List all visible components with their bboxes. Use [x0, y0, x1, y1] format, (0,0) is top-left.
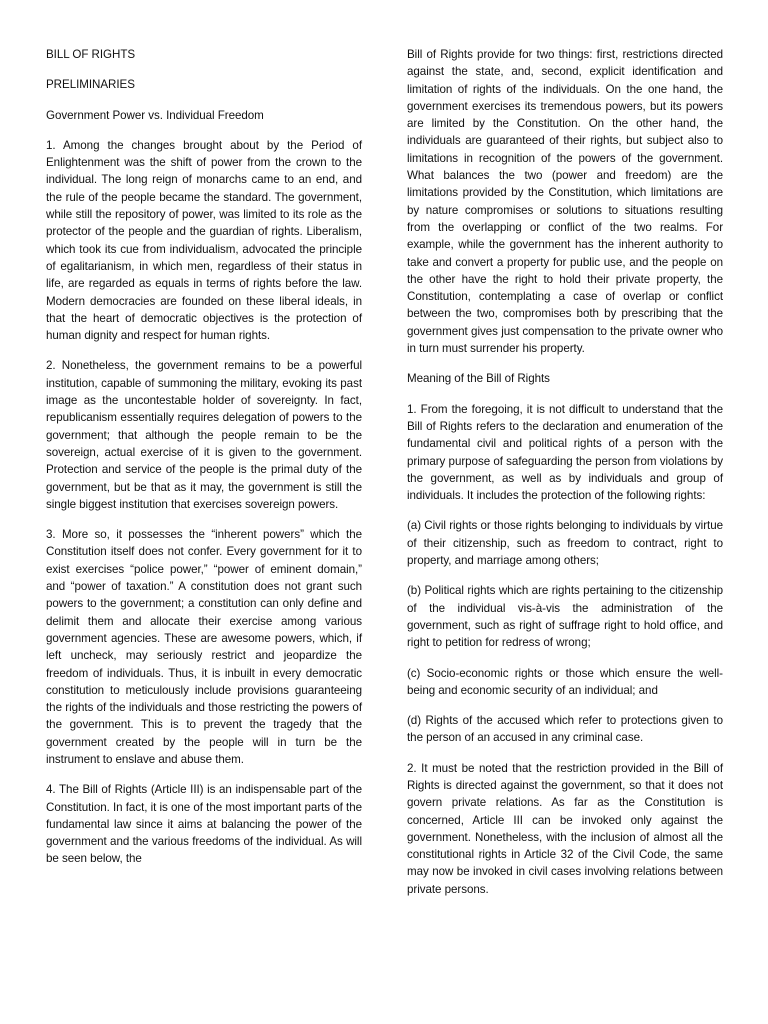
left-column: [46, 46, 362, 881]
rights-item-a: (a) Civil rights or those rights belonging to individuals by virtue of their citizenship, such as freedom to contract, right to property, and marriage among others;: [407, 519, 723, 568]
section-heading-meaning: Meaning of the Bill of Rights: [407, 372, 550, 386]
paragraph-1: 1. Among the changes brought about by the Period of Enlightenment was the shift of power from the crown to the individual. The long reign of monarchs came to an end, and the rule of the people became the standard. The government, while still the repository of power, was limited to its role as the protector of the people and the guardian of rights. Liberalism, which took its cue from individualism, advocated the principle of egalitarianism, in which men, regardless of their status in life, are regarded as equals in terms of rights before the law. Modern democracies are founded on these liberal ideals, in that the heart of democratic objectives is the protection of human dignity and respect for human rights.: [46, 138, 362, 343]
section-heading-government-power: Government Power vs. Individual Freedom: [46, 108, 264, 122]
paragraph-4: 4. The Bill of Rights (Article III) is an indispensable part of the Constitution. In fact, it is one of the most important parts of the fundamental law since it aims at balancing the power of the government and the various freedoms of the individual. As will be seen below, the: [46, 783, 362, 866]
document-title: BILL OF RIGHTS: [46, 48, 136, 61]
meaning-paragraph-1: 1. From the foregoing, it is not difficult to understand that the Bill of Rights refers to the declaration and enumeration of the fundamental civil and political rights of a person with the primary purpose of safeguarding the person from violations by the government, as well as by individuals and group of individuals. It includes the protection of the following rights:: [407, 402, 723, 503]
rights-item-c: (c) Socio-economic rights or those which ensure the well-being and economic security of an individual; and: [407, 666, 723, 697]
paragraph-4-continued: Bill of Rights provide for two things: first, restrictions directed against the state, and, second, explicit identification and limitation of rights of the individuals. On the one hand, the government exercises its tremendous powers, but its powers are limited by the Constitution. On the other hand, the individuals are guaranteed of their rights, but subject also to limitations in recognition of the powers of the government. What balances the two (power and freedom) are the limitations provided by the Constitution, which limitations are by nature compromises or solutions to situations resulting from the overlapping or conflict of the two realms. For example, while the government has the inherent authority to take and convert a property for public use, and the people on the other have the right to hold their private property, the Constitution, contemplating a case of overlap or conflict between the two, compromises both by prescribing that the government gives just compensation to the private owner who in turn must surrender his property.: [407, 48, 723, 356]
paragraph-2: 2. Nonetheless, the government remains to be a powerful institution, capable of summoning the military, evoking its past image as the uncontestable holder of sovereignty. In fact, republicanism essentially requires delegation of powers to the government; that although the people remain to be the sovereign, actual exercise of it is given to the government. Protection and service of the people is the primal duty of the government, but be that as it may, the government is still the single biggest institution that exercises sovereign powers.: [46, 359, 362, 511]
paragraph-3: 3. More so, it possesses the “inherent powers” which the Constitution itself does not confer. Every government for it to exist exercises “police power,” “power of eminent domain,” and “power of taxation.” A constitution does not grant such powers to the government; a constitution can only define and delimit them and allocate their exercise among various government agencies. These are awesome powers, which, if left uncheck, may seriously restrict and jeopardize the freedom of individuals. Thus, it is inbuilt in every democratic constitution to meticulously include provisions guaranteeing the rights of the individuals and those restricting the powers of the government. This is to prevent the tragedy that the government created by the people will in turn be the instrument to enslave and abuse them.: [46, 528, 362, 766]
rights-item-b: (b) Political rights which are rights pertaining to the citizenship of the individual vis-à-vis the administration of the government, such as right of suffrage right to hold office, and right to petition for redress of wrong;: [407, 584, 723, 650]
meaning-paragraph-2: 2. It must be noted that the restriction provided in the Bill of Rights is directed against the government, so that it does not govern private relations. As far as the Constitution is concerned, Article III can be invoked only against the government. Nonetheless, with the inclusion of almost all the constitutional rights in Article 32 of the Civil Code, the same may now be invoked in civil cases involving relations between private persons.: [407, 761, 723, 896]
document-subtitle: PRELIMINARIES: [46, 78, 135, 92]
right-column: [407, 46, 723, 911]
rights-item-d: (d) Rights of the accused which refer to protections given to the person of an accused in any criminal case.: [407, 714, 723, 745]
